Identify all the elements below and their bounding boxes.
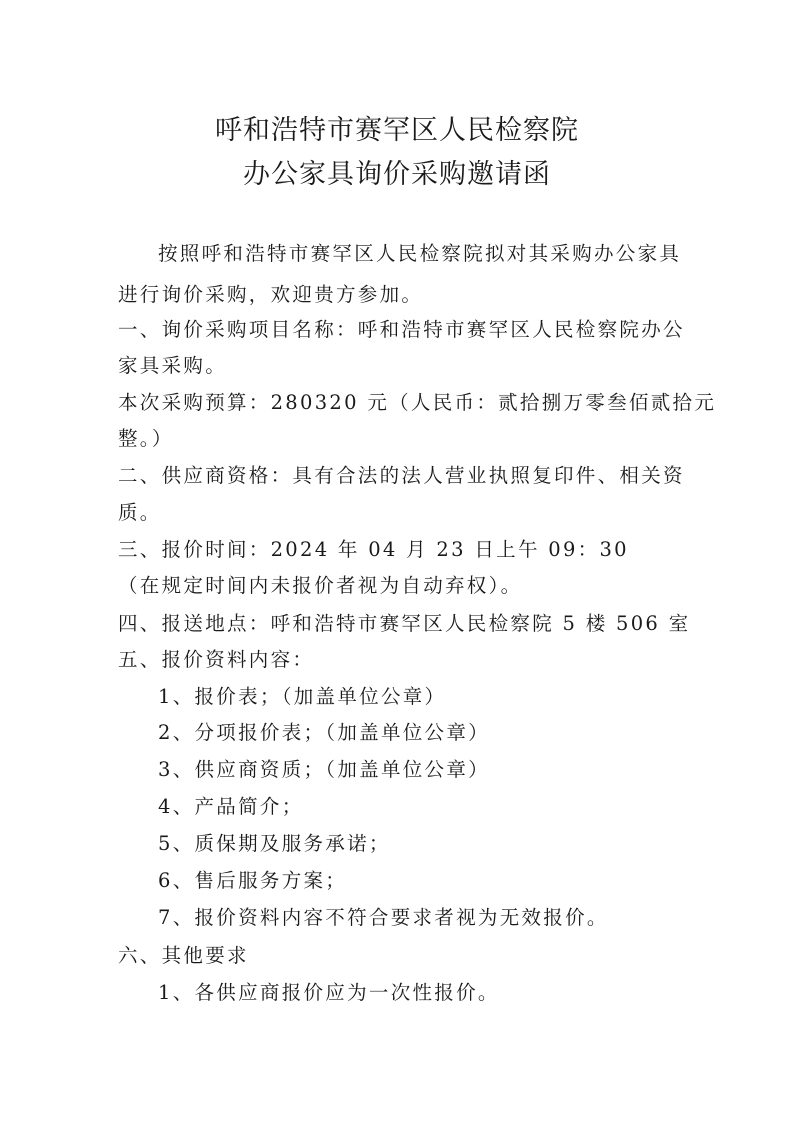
section-5-item: 5、质保期及服务承诺； xyxy=(158,832,391,855)
section-5-item: 6、售后服务方案； xyxy=(158,869,348,892)
section-2-continuation: 质。 xyxy=(118,501,162,524)
intro-paragraph-line-2: 进行询价采购，欢迎贵方参加。 xyxy=(118,283,424,306)
section-2-heading: 二、供应商资格：具有合法的法人营业执照复印件、相关资 xyxy=(118,464,685,487)
budget-continuation: 整。） xyxy=(118,427,174,450)
section-5-item: 2、分项报价表；（加盖单位公章） xyxy=(158,721,490,744)
section-4-heading: 四、报送地点：呼和浩特市赛罕区人民检察院 5 楼 506 室 xyxy=(118,612,691,635)
document-title-line-2: 办公家具询价采购邀请函 xyxy=(243,159,551,190)
document-title-line-1: 呼和浩特市赛罕区人民检察院 xyxy=(215,115,579,146)
section-5-item: 4、产品简介； xyxy=(158,795,304,818)
section-3-heading: 三、报价时间：2024 年 04 月 23 日上午 09：30 xyxy=(118,538,629,561)
section-3-note: （在规定时间内未报价者视为自动弃权）。 xyxy=(118,574,523,597)
section-6-item: 1、各供应商报价应为一次性报价。 xyxy=(158,981,500,1004)
budget-line: 本次采购预算：280320 元（人民币：贰拾捌万零叁佰贰拾元 xyxy=(118,391,717,414)
section-5-item: 1、报价表；（加盖单位公章） xyxy=(158,685,447,708)
section-5-item: 7、报价资料内容不符合要求者视为无效报价。 xyxy=(158,906,609,929)
intro-paragraph-line-1: 按照呼和浩特市赛罕区人民检察院拟对其采购办公家具 xyxy=(158,242,682,265)
section-6-heading: 六、其他要求 xyxy=(118,944,249,967)
section-1-heading: 一、询价采购项目名称：呼和浩特市赛罕区人民检察院办公 xyxy=(118,318,685,341)
section-5-heading: 五、报价资料内容： xyxy=(118,648,315,671)
section-1-continuation: 家具采购。 xyxy=(118,354,228,377)
section-5-item: 3、供应商资质；（加盖单位公章） xyxy=(158,758,490,781)
